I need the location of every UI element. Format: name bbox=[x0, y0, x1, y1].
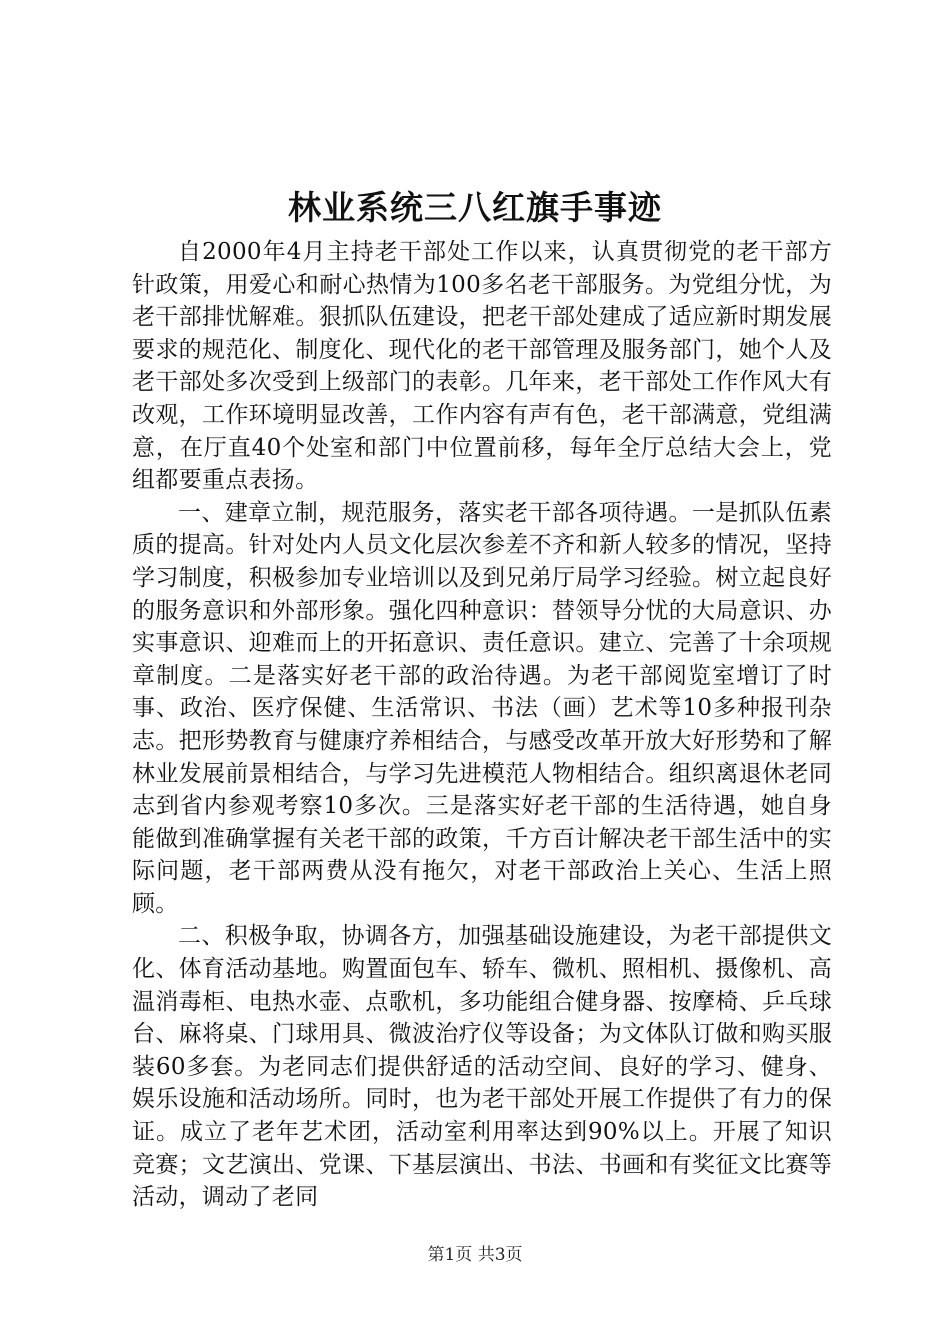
document-title: 林业系统三八红旗手事迹 bbox=[288, 188, 662, 227]
page-number-footer: 第1页 共3页 bbox=[427, 1245, 523, 1265]
document-body bbox=[132, 236, 832, 1214]
paragraph-intro: 自2000年4月主持老干部处工作以来，认真贯彻党的老干部方针政策，用爱心和耐心热情为100多名老干部服务。为党组分忧，为老干部排忧解难。狠抓队伍建设，把老干部处建成了适应新时期发展要求的规范化、制度化、现代化的老干部管理及服务部门，她个人及老干部处多次受到上级部门的表彰。几年来，老干部处工作作风大有改观，工作环境明显改善，工作内容有声有色，老干部满意，党组满意，在厅直40个处室和部门中位置前移，每年全厅总结大会上，党组都要重点表扬。 bbox=[132, 239, 832, 494]
paragraph-section-one: 一、建章立制，规范服务，落实老干部各项待遇。一是抓队伍素质的提高。针对处内人员文化层次参差不齐和新人较多的情况，坚持学习制度，积极参加专业培训以及到兄弟厅局学习经验。树立起良好的服务意识和外部形象。强化四种意识：替领导分忧的大局意识、办实事意识、迎难而上的开拓意识、责任意识。建立、完善了十余项规章制度。二是落实好老干部的政治待遇。为老干部阅览室增订了时事、政治、医疗保健、生活常识、书法（画）艺术等10多种报刊杂志。把形势教育与健康疗养相结合，与感受改革开放大好形势和了解林业发展前景相结合，与学习先进模范人物相结合。组织离退休老同志到省内参观考察10多次。三是落实好老干部的生活待遇，她自身能做到准确掌握有关老干部的政策，千方百计解决老干部生活中的实际问题，老干部两费从没有拖欠，对老干部政治上关心、生活上照顾。 bbox=[132, 499, 832, 917]
paragraph-section-two: 二、积极争取，协调各方，加强基础设施建设，为老干部提供文化、体育活动基地。购置面包车、轿车、微机、照相机、摄像机、高温消毒柜、电热水壶、点歌机，多功能组合健身器、按摩椅、乒乓球台、麻将桌、门球用具、微波治疗仪等设备；为文体队订做和购买服装60多套。为老同志们提供舒适的活动空间、良好的学习、健身、娱乐设施和活动场所。同时，也为老干部处开展工作提供了有力的保证。成立了老年艺术团，活动室利用率达到90%以上。开展了知识竞赛；文艺演出、党课、下基层演出、书法、书画和有奖征文比赛等活动，调动了老同 bbox=[132, 923, 832, 1211]
